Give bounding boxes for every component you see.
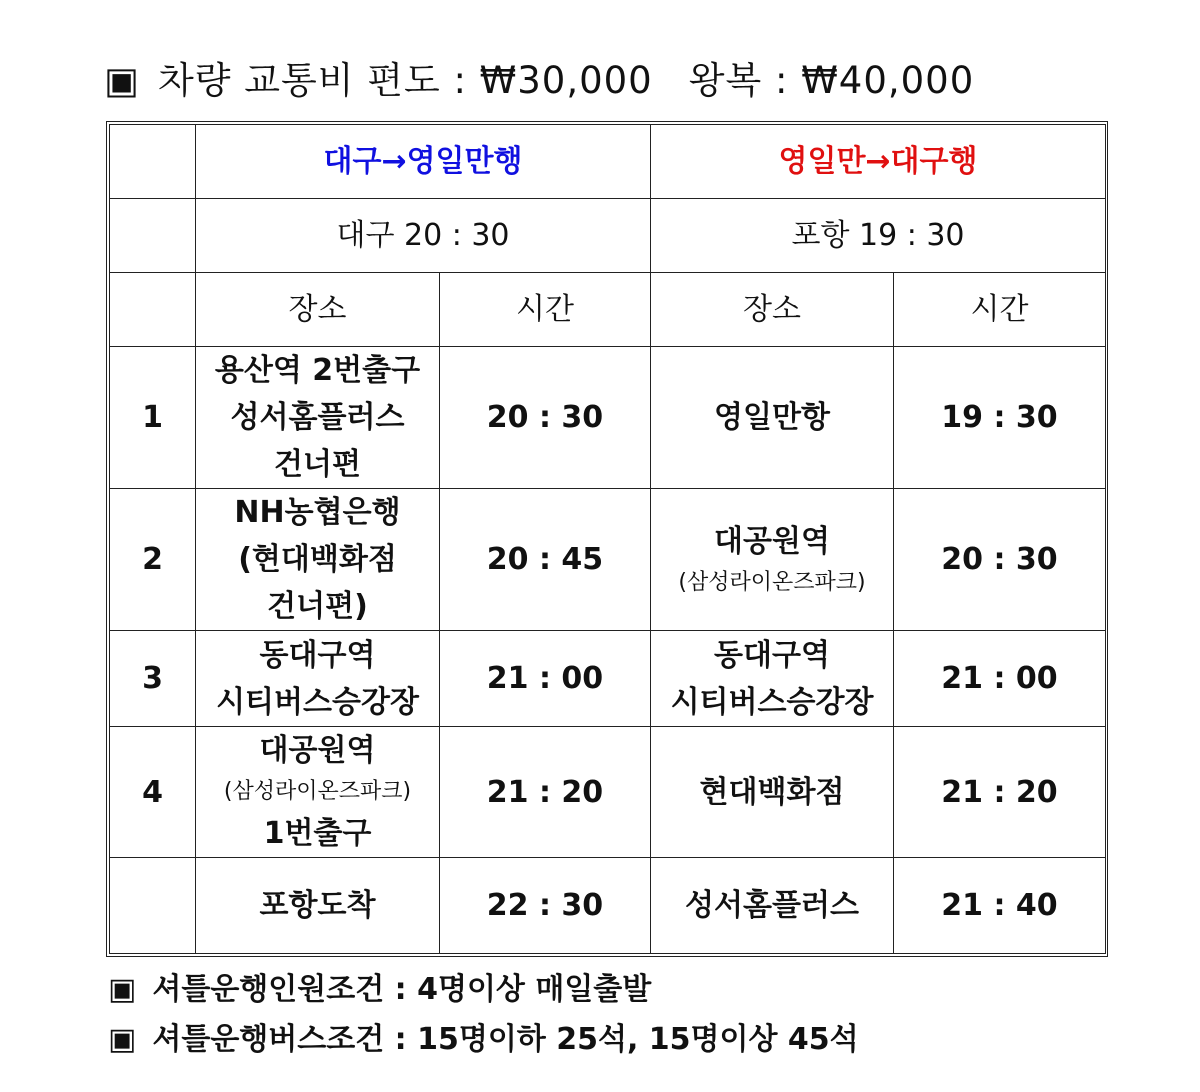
- outbound-place: [196, 727, 440, 858]
- table-row: [110, 489, 1106, 631]
- inbound-time: 20 : 30: [894, 489, 1106, 631]
- place-line: 성서홈플러스: [230, 400, 405, 435]
- place-line: 대공원역: [714, 524, 830, 559]
- outbound-direction: 대구→영일만행: [196, 125, 651, 199]
- inbound-time: 19 : 30: [894, 347, 1106, 489]
- place-line: 동대구역: [714, 637, 830, 673]
- outbound-place: [196, 631, 440, 727]
- place-note: (삼성라이온즈파크): [223, 779, 412, 804]
- shuttle-schedule: [106, 121, 1108, 957]
- inbound-place: [651, 347, 894, 489]
- outbound-place: [196, 347, 440, 489]
- inbound-place: [651, 631, 894, 727]
- outbound-time: 20 : 30: [440, 347, 651, 489]
- one-way-fare: 차량 교통비 편도 : ₩30,000: [157, 59, 653, 102]
- place-line: (현대백화점: [238, 542, 397, 577]
- inbound-departure: 포항 19 : 30: [651, 199, 1106, 273]
- place-line: 현대백화점: [699, 774, 845, 810]
- square-bullet-icon: ▣: [108, 972, 137, 1007]
- stop-number: 3: [110, 631, 196, 727]
- place-line: 대공원역: [259, 733, 376, 768]
- inbound-place: [651, 727, 894, 858]
- shuttle-conditions: [108, 965, 859, 1065]
- outbound-time-header: 시간: [440, 273, 651, 347]
- fare-heading: [104, 50, 974, 104]
- stop-number: [110, 858, 196, 954]
- outbound-time: 21 : 00: [440, 631, 651, 727]
- inbound-place: [651, 858, 894, 954]
- note-text: 셔틀운행인원조건 : 4명이상 매일출발: [152, 972, 652, 1007]
- place-line: 건너편): [267, 589, 368, 624]
- empty-cell: [110, 199, 196, 273]
- place-line: 동대구역: [259, 637, 376, 673]
- outbound-place-header: 장소: [196, 273, 440, 347]
- place-note: (삼성라이온즈파크): [678, 570, 866, 595]
- outbound-time: 20 : 45: [440, 489, 651, 631]
- table-row: [110, 631, 1106, 727]
- table-row: [110, 347, 1106, 489]
- place-line: 건너편: [274, 447, 361, 482]
- outbound-time: 21 : 20: [440, 727, 651, 858]
- direction-row: [110, 125, 1106, 199]
- outbound-time: 22 : 30: [440, 858, 651, 954]
- inbound-place: [651, 489, 894, 631]
- inbound-direction: 영일만→대구행: [651, 125, 1106, 199]
- round-trip-fare: 왕복 : ₩40,000: [688, 59, 975, 102]
- place-line: 포항도착: [259, 888, 376, 923]
- inbound-time-header: 시간: [894, 273, 1106, 347]
- inbound-time: 21 : 00: [894, 631, 1106, 727]
- departure-row: [110, 199, 1106, 273]
- place-line: 영일만항: [714, 400, 830, 435]
- place-line: 성서홈플러스: [685, 888, 859, 923]
- place-line: NH농협은행: [234, 495, 401, 530]
- place-line: 시티버스승강장: [670, 684, 874, 720]
- place-line: 용산역 2번출구: [214, 353, 421, 388]
- empty-cell: [110, 273, 196, 347]
- square-bullet-icon: ▣: [108, 1022, 137, 1057]
- inbound-time: 21 : 40: [894, 858, 1106, 954]
- stop-number: 2: [110, 489, 196, 631]
- table-row: [110, 858, 1106, 954]
- inbound-time: 21 : 20: [894, 727, 1106, 858]
- stop-number: 1: [110, 347, 196, 489]
- place-line: 1번출구: [263, 816, 372, 851]
- outbound-place: [196, 489, 440, 631]
- place-line: 시티버스승강장: [216, 684, 419, 720]
- condition-note: [108, 1015, 859, 1065]
- stop-number: 4: [110, 727, 196, 858]
- schedule-table: [109, 124, 1106, 954]
- table-row: [110, 727, 1106, 858]
- note-text: 셔틀운행버스조건 : 15명이하 25석, 15명이상 45석: [152, 1022, 859, 1057]
- outbound-place: [196, 858, 440, 954]
- column-header-row: [110, 273, 1106, 347]
- inbound-place-header: 장소: [651, 273, 894, 347]
- square-bullet-icon: ▣: [104, 59, 140, 102]
- outbound-departure: 대구 20 : 30: [196, 199, 651, 273]
- empty-cell: [110, 125, 196, 199]
- condition-note: [108, 965, 859, 1015]
